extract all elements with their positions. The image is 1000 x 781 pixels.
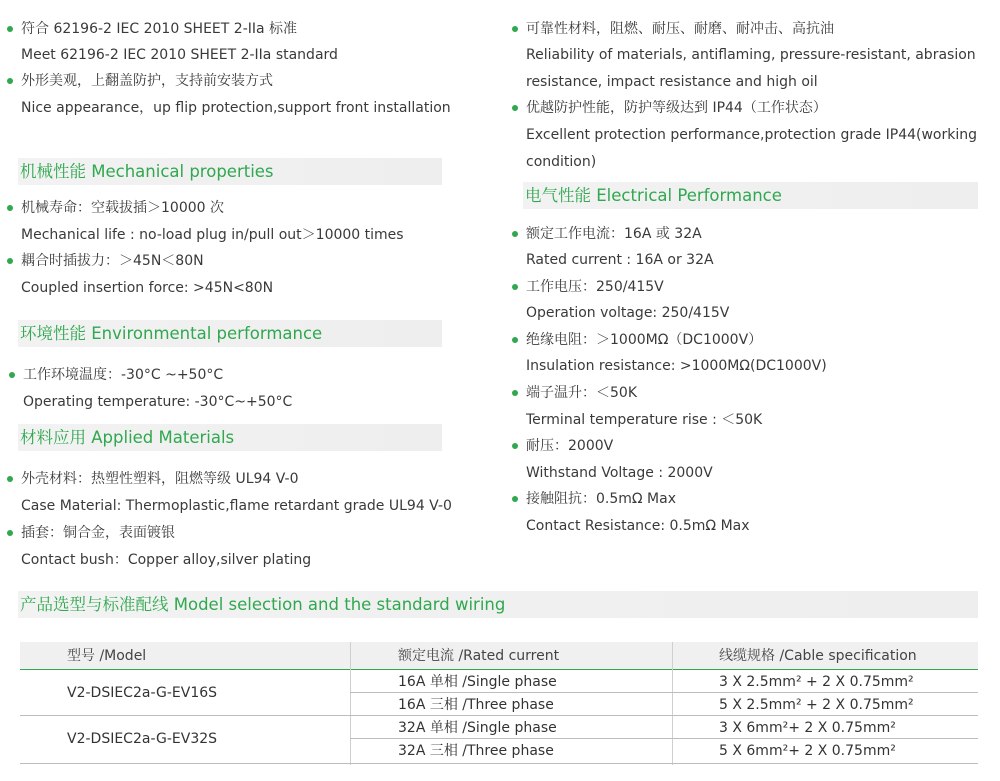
insulation-cn: 绝缘电阻：＞1000MΩ（DC1000V） [526,332,763,348]
protection-en-1: Excellent protection performance,protection grade IP44(working [526,127,977,143]
header-cable-spec: 线缆规格 /Cable specification [719,648,917,664]
case-material-en: Case Material: Thermoplastic,flame retardant grade UL94 V-0 [21,498,452,514]
section-header-electrical [523,182,978,209]
rated-current-en: Rated current : 16A or 32A [526,252,714,268]
header-rated-current: 额定电流 /Rated current [398,648,560,664]
current-cell: 32A 三相 /Three phase [398,743,554,759]
model-cell: V2-DSIEC2a-G-EV32S [67,731,218,747]
standard-cn: 符合 62196-2 IEC 2010 SHEET 2-IIa 标准 [21,21,298,37]
table-bottom-border [20,763,978,764]
cable-cell: 3 X 6mm²+ 2 X 0.75mm² [719,720,896,736]
row-separator [350,738,978,739]
reliability-cn: 可靠性材料，阻燃、耐压、耐磨、耐冲击、高抗油 [526,21,834,37]
section-title-selection: 产品选型与标准配线 Model selection and the standard wiring [20,595,506,614]
operation-voltage-cn: 工作电压：250/415V [526,279,664,295]
current-cell: 16A 单相 /Single phase [398,674,557,690]
section-title-electrical: 电气性能 Electrical Performance [525,186,782,205]
operating-temp-cn: 工作环境温度：-30°C ~+50°C [23,367,224,383]
current-cell: 16A 三相 /Three phase [398,697,554,713]
row-separator [350,692,978,693]
protection-en-2: condition) [526,154,597,170]
mechanical-life-en: Mechanical life : no-load plug in/pull out＞10000 times [21,227,404,243]
model-cell: V2-DSIEC2a-G-EV16S [67,685,218,701]
section-header-selection [18,591,978,618]
section-header-materials [18,424,442,451]
reliability-en-1: Reliability of materials, antiflaming, pressure-resistant, abrasion [526,47,976,63]
contact-resistance-cn: 接触阻抗：0.5mΩ Max [526,491,676,507]
column-divider [350,642,351,765]
withstand-voltage-en: Withstand Voltage : 2000V [526,465,713,481]
standard-en: Meet 62196-2 IEC 2010 SHEET 2-IIa standard [21,47,338,63]
case-material-cn: 外壳材料：热塑性塑料，阻燃等级 UL94 V-0 [21,471,299,487]
contact-bush-cn: 插套：铜合金，表面镀银 [21,525,175,541]
appearance-en: Nice appearance，up flip protection,support front installation [21,100,451,116]
insertion-force-cn: 耦合时插拔力：＞45N＜80N [21,253,204,269]
insulation-en: Insulation resistance: >1000MΩ(DC1000V) [526,358,827,374]
contact-resistance-en: Contact Resistance: 0.5mΩ Max [526,518,750,534]
insertion-force-en: Coupled insertion force: >45N<80N [21,280,274,296]
temp-rise-en: Terminal temperature rise : ＜50K [526,412,763,428]
reliability-en-2: resistance, impact resistance and high oil [526,74,818,90]
section-title-materials: 材料应用 Applied Materials [20,428,235,447]
table-header [20,642,978,670]
temp-rise-cn: 端子温升：＜50K [526,385,637,401]
header-model: 型号 /Model [67,648,147,664]
operating-temp-en: Operating temperature: -30°C~+50°C [23,394,293,410]
rated-current-cn: 额定工作电流：16A 或 32A [526,226,702,242]
current-cell: 32A 单相 /Single phase [398,720,557,736]
withstand-voltage-cn: 耐压：2000V [526,438,614,454]
section-header-environmental [18,320,442,347]
protection-cn: 优越防护性能，防护等级达到 IP44（工作状态） [526,100,827,116]
group-separator [20,715,978,716]
section-title-mechanical: 机械性能 Mechanical properties [20,162,274,181]
cable-cell: 3 X 2.5mm² + 2 X 0.75mm² [719,674,914,690]
cable-cell: 5 X 2.5mm² + 2 X 0.75mm² [719,697,914,713]
section-title-environmental: 环境性能 Environmental performance [20,324,323,343]
operation-voltage-en: Operation voltage: 250/415V [526,305,730,321]
mechanical-life-cn: 机械寿命：空载拔插＞10000 次 [21,200,224,216]
appearance-cn: 外形美观，上翻盖防护，支持前安装方式 [21,73,273,89]
section-header-mechanical [18,158,442,185]
column-divider [672,642,673,765]
contact-bush-en: Contact bush：Copper alloy,silver plating [21,552,312,568]
cable-cell: 5 X 6mm²+ 2 X 0.75mm² [719,743,896,759]
